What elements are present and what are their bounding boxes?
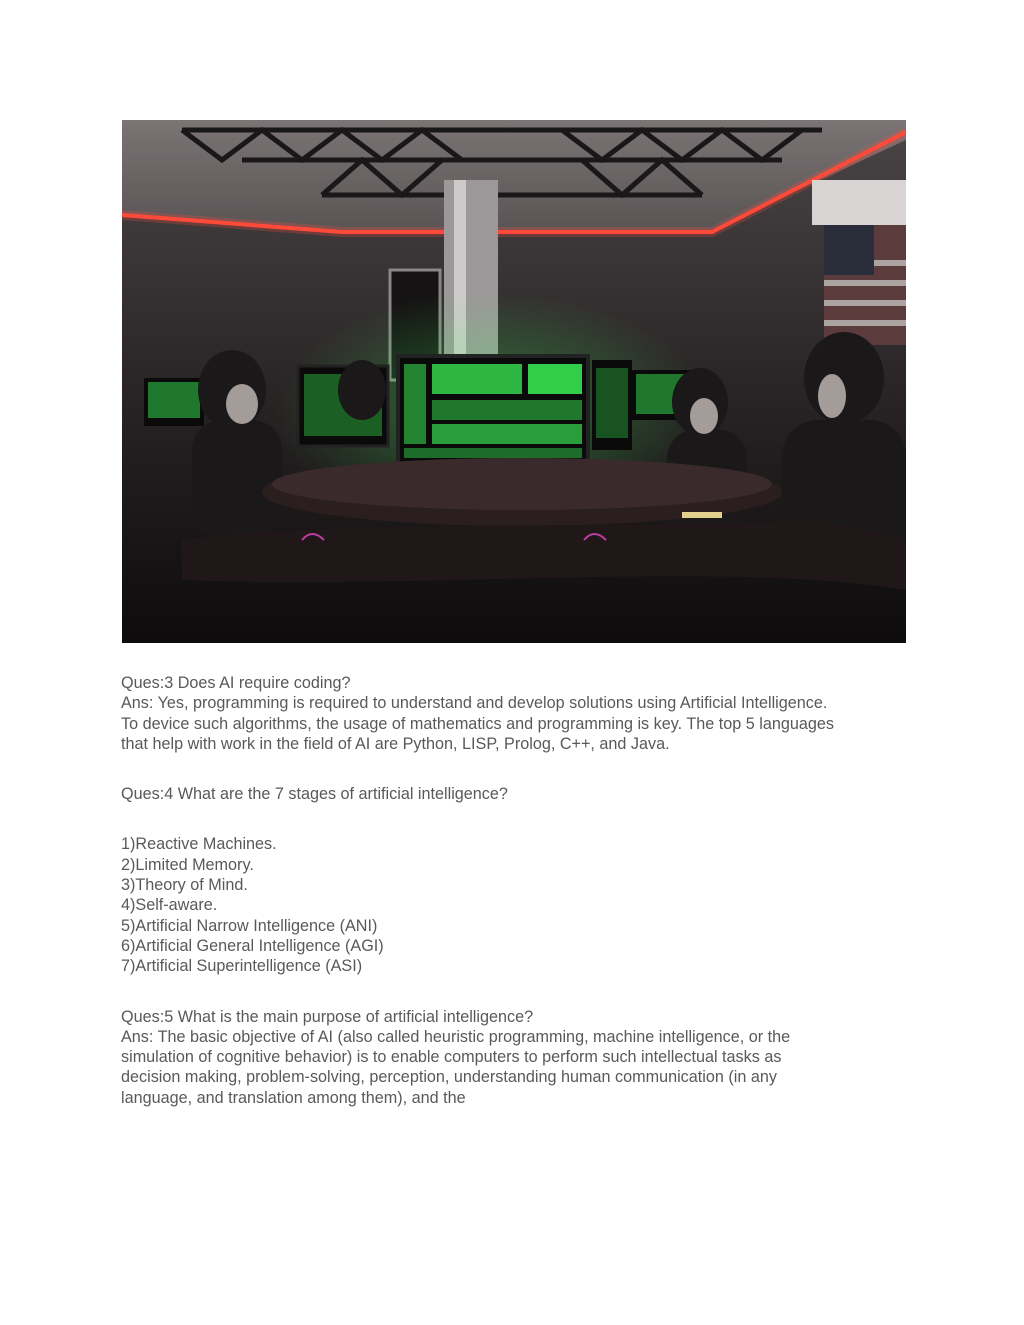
hacker-room-photo [122, 120, 906, 643]
q5-answer-line: language, and translation among them), and the [121, 1088, 466, 1107]
list-item: 6)Artificial General Intelligence (AGI) [121, 936, 384, 955]
stages-list [121, 834, 921, 976]
list-item: 7)Artificial Superintelligence (ASI) [121, 957, 363, 976]
article-body [121, 673, 921, 1108]
list-item: 4)Self-aware. [121, 896, 218, 915]
list-item: 1)Reactive Machines. [121, 835, 277, 854]
q3-question: Ques:3 Does AI require coding? [121, 674, 351, 692]
list-item: 3)Theory of Mind. [121, 876, 248, 895]
q3-answer-line: that help with work in the field of AI are Python, LISP, Prolog, C++, and Java. [121, 734, 670, 753]
q5-answer-line: decision making, problem-solving, perception, understanding human communication (in any [121, 1068, 777, 1087]
spacer [121, 977, 921, 1007]
spacer [121, 754, 921, 784]
q4-question: Ques:4 What are the 7 stages of artificial intelligence? [121, 785, 508, 804]
q3-answer-line: Ans: Yes, programming is required to understand and develop solutions using Artificial Intelligence. [121, 694, 828, 713]
q5-question: Ques:5 What is the main purpose of artificial intelligence? [121, 1007, 534, 1026]
spacer [121, 804, 921, 834]
q5-answer-line: simulation of cognitive behavior) is to enable computers to perform such intellectual tasks as [121, 1048, 782, 1067]
q5-answer-line: Ans: The basic objective of AI (also called heuristic programming, machine intelligence, or the [121, 1027, 791, 1046]
list-item: 5)Artificial Narrow Intelligence (ANI) [121, 916, 378, 935]
q3-answer-line: To device such algorithms, the usage of mathematics and programming is key. The top 5 languages [121, 714, 834, 733]
list-item: 2)Limited Memory. [121, 855, 254, 874]
